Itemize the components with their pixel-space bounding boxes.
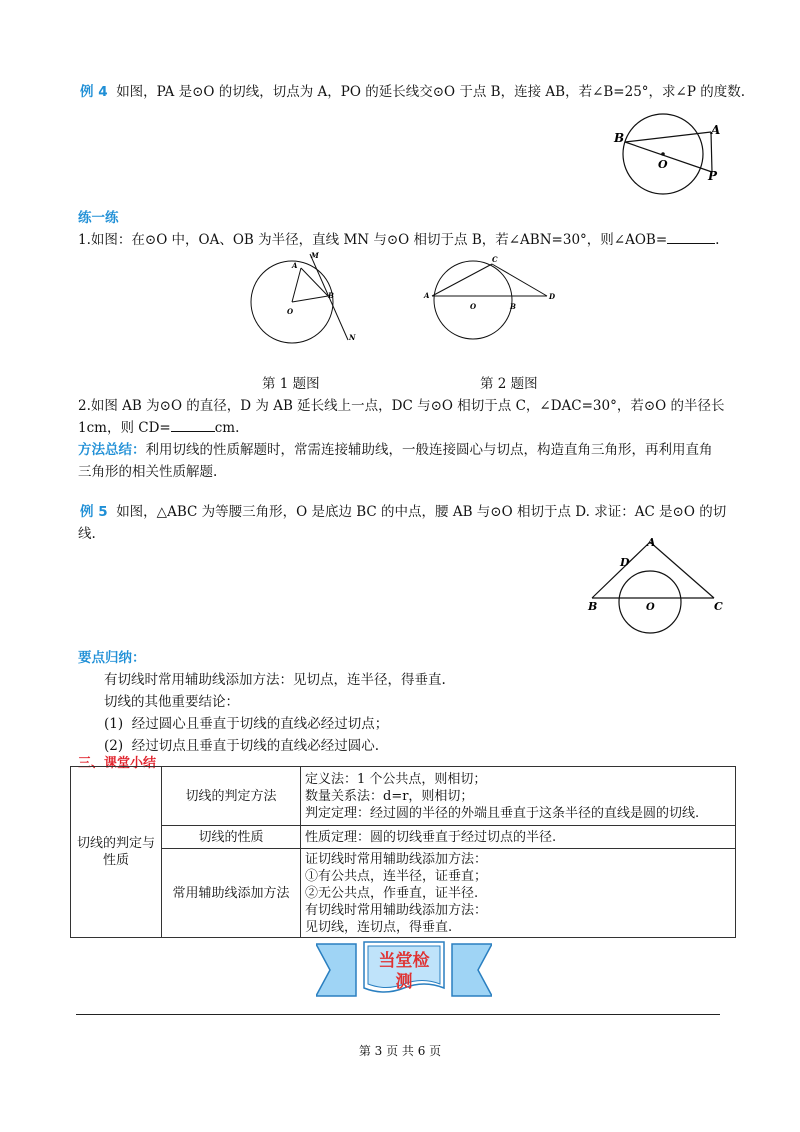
keypoints-item1 <box>104 712 388 732</box>
summary-row-content <box>301 767 736 826</box>
example4-text: 如图，PA 是⊙O 的切线，切点为 A，PO 的延长线交⊙O 于点 B，连接 AB，若∠B=25°，求∠P 的度数. <box>116 84 746 100</box>
fig1-label-O: O <box>287 307 294 316</box>
summary-line: 见切线，连切点，得垂直. <box>305 919 453 935</box>
fig2-label-D: D <box>549 292 556 301</box>
keypoints-line1: 有切线时常用辅助线添加方法：见切点，连半径，得垂直. <box>104 672 446 688</box>
keypoints-item1-text: 经过圆心且垂直于切线的直线必经过切点； <box>131 716 389 732</box>
example4-label: 例 4 <box>80 84 108 100</box>
keypoints-item2-text: 经过切点且垂直于切线的直线必经过圆心. <box>131 738 380 754</box>
table-row <box>71 826 736 849</box>
summary-line: ①有公共点，连半径，证垂直； <box>305 868 488 884</box>
answer-blank-1 <box>667 231 715 244</box>
fig1-label-B: B <box>328 291 334 300</box>
quiz-banner <box>316 940 492 1004</box>
fig4-label-P: P <box>708 169 718 183</box>
page-number: 第 3 页 共 6 页 <box>358 1044 442 1058</box>
table-row <box>71 849 736 938</box>
summary-row-name: 切线的判定方法 <box>162 767 301 826</box>
fig2-caption: 第 2 题图 <box>480 376 538 392</box>
fig5-label-C: C <box>714 600 723 613</box>
practice-q2-line2 <box>78 416 239 436</box>
table-row <box>71 767 736 826</box>
summary-line: 证切线时常用辅助线添加方法： <box>305 851 488 867</box>
example4-line <box>80 80 745 100</box>
method-label: 方法总结： <box>78 442 146 458</box>
fig2-label-O: O <box>470 302 477 311</box>
keypoints-heading: 要点归纳： <box>78 650 146 666</box>
practice-figure-1 <box>248 252 358 347</box>
summary-row-content <box>301 849 736 938</box>
fig1-label-A: A <box>292 261 298 270</box>
practice-heading: 练一练 <box>78 210 119 226</box>
fig2-label-A: A <box>424 291 430 300</box>
practice-q1-end: . <box>715 232 720 248</box>
summary-root-cell: 切线的判定与性质 <box>71 767 162 938</box>
summary-row-name: 常用辅助线添加方法 <box>162 849 301 938</box>
fig2-label-B: B <box>510 302 516 311</box>
fig4-label-A: A <box>711 123 721 137</box>
fig2-label-C: C <box>492 255 498 264</box>
example5-figure <box>584 534 732 636</box>
section3-heading: 三、课堂小结 <box>78 756 157 771</box>
fig1-label-M: M <box>311 252 319 260</box>
keypoints-item1-num: (1) <box>104 716 124 732</box>
summary-row-name: 切线的性质 <box>162 826 301 849</box>
fig5-label-B: B <box>588 600 598 613</box>
fig4-label-B: B <box>614 131 625 145</box>
keypoints-item2 <box>104 734 379 754</box>
summary-line: 有切线时常用辅助线添加方法： <box>305 902 488 918</box>
summary-line: 数量关系法：d=r，则相切； <box>305 788 474 804</box>
fig1-caption: 第 1 题图 <box>262 376 320 392</box>
practice-q1 <box>78 228 719 248</box>
summary-row-content <box>301 826 736 849</box>
example5-label: 例 5 <box>80 504 108 520</box>
keypoints-item2-num: (2) <box>104 738 124 754</box>
banner-line2: 测 <box>395 972 413 992</box>
footer-rule <box>76 1014 720 1015</box>
practice-q2-post: cm. <box>214 420 240 436</box>
fig4-label-O: O <box>658 158 668 171</box>
keypoints-line2: 切线的其他重要结论： <box>104 694 239 710</box>
example5-line1 <box>80 500 726 520</box>
practice-q2-line1: 2.如图 AB 为⊙O 的直径，D 为 AB 延长线上一点，DC 与⊙O 相切于点 C，∠DAC=30°，若⊙O 的半径长 <box>78 398 725 414</box>
fig5-label-D: D <box>620 556 630 569</box>
example5-line2: 线. <box>78 526 96 542</box>
banner-line1: 当堂检 <box>378 951 430 971</box>
example5-text-1: 如图，△ABC 为等腰三角形，O 是底边 BC 的中点，腰 AB 与⊙O 相切于点 D. 求证：AC 是⊙O 的切 <box>116 504 727 520</box>
method-text-1: 利用切线的性质解题时，常需连接辅助线，一般连接圆心与切点，构造直角三角形，再利用直角 <box>145 442 713 458</box>
practice-q2-pre: 1cm，则 CD= <box>78 420 171 436</box>
answer-blank-2 <box>171 419 215 432</box>
summary-line: 判定定理：经过圆的半径的外端且垂直于这条半径的直线是圆的切线. <box>305 805 700 821</box>
practice-q1-text: 1.如图：在⊙O 中，OA、OB 为半径，直线 MN 与⊙O 相切于点 B，若∠ABN=30°，则∠AOB= <box>78 232 668 248</box>
summary-line: 定义法：1 个公共点，则相切； <box>305 771 487 787</box>
example4-figure <box>608 112 738 202</box>
fig5-label-A: A <box>647 536 656 549</box>
method-line1 <box>78 438 713 458</box>
fig5-label-O: O <box>646 602 655 613</box>
fig1-label-N: N <box>349 333 356 342</box>
practice-figure-2 <box>422 252 562 342</box>
summary-line: 性质定理：圆的切线垂直于经过切点的半径. <box>305 829 557 845</box>
summary-line: ②无公共点，作垂直，证半径. <box>305 885 479 901</box>
summary-table <box>70 766 736 938</box>
method-line2: 三角形的相关性质解题. <box>78 464 218 480</box>
